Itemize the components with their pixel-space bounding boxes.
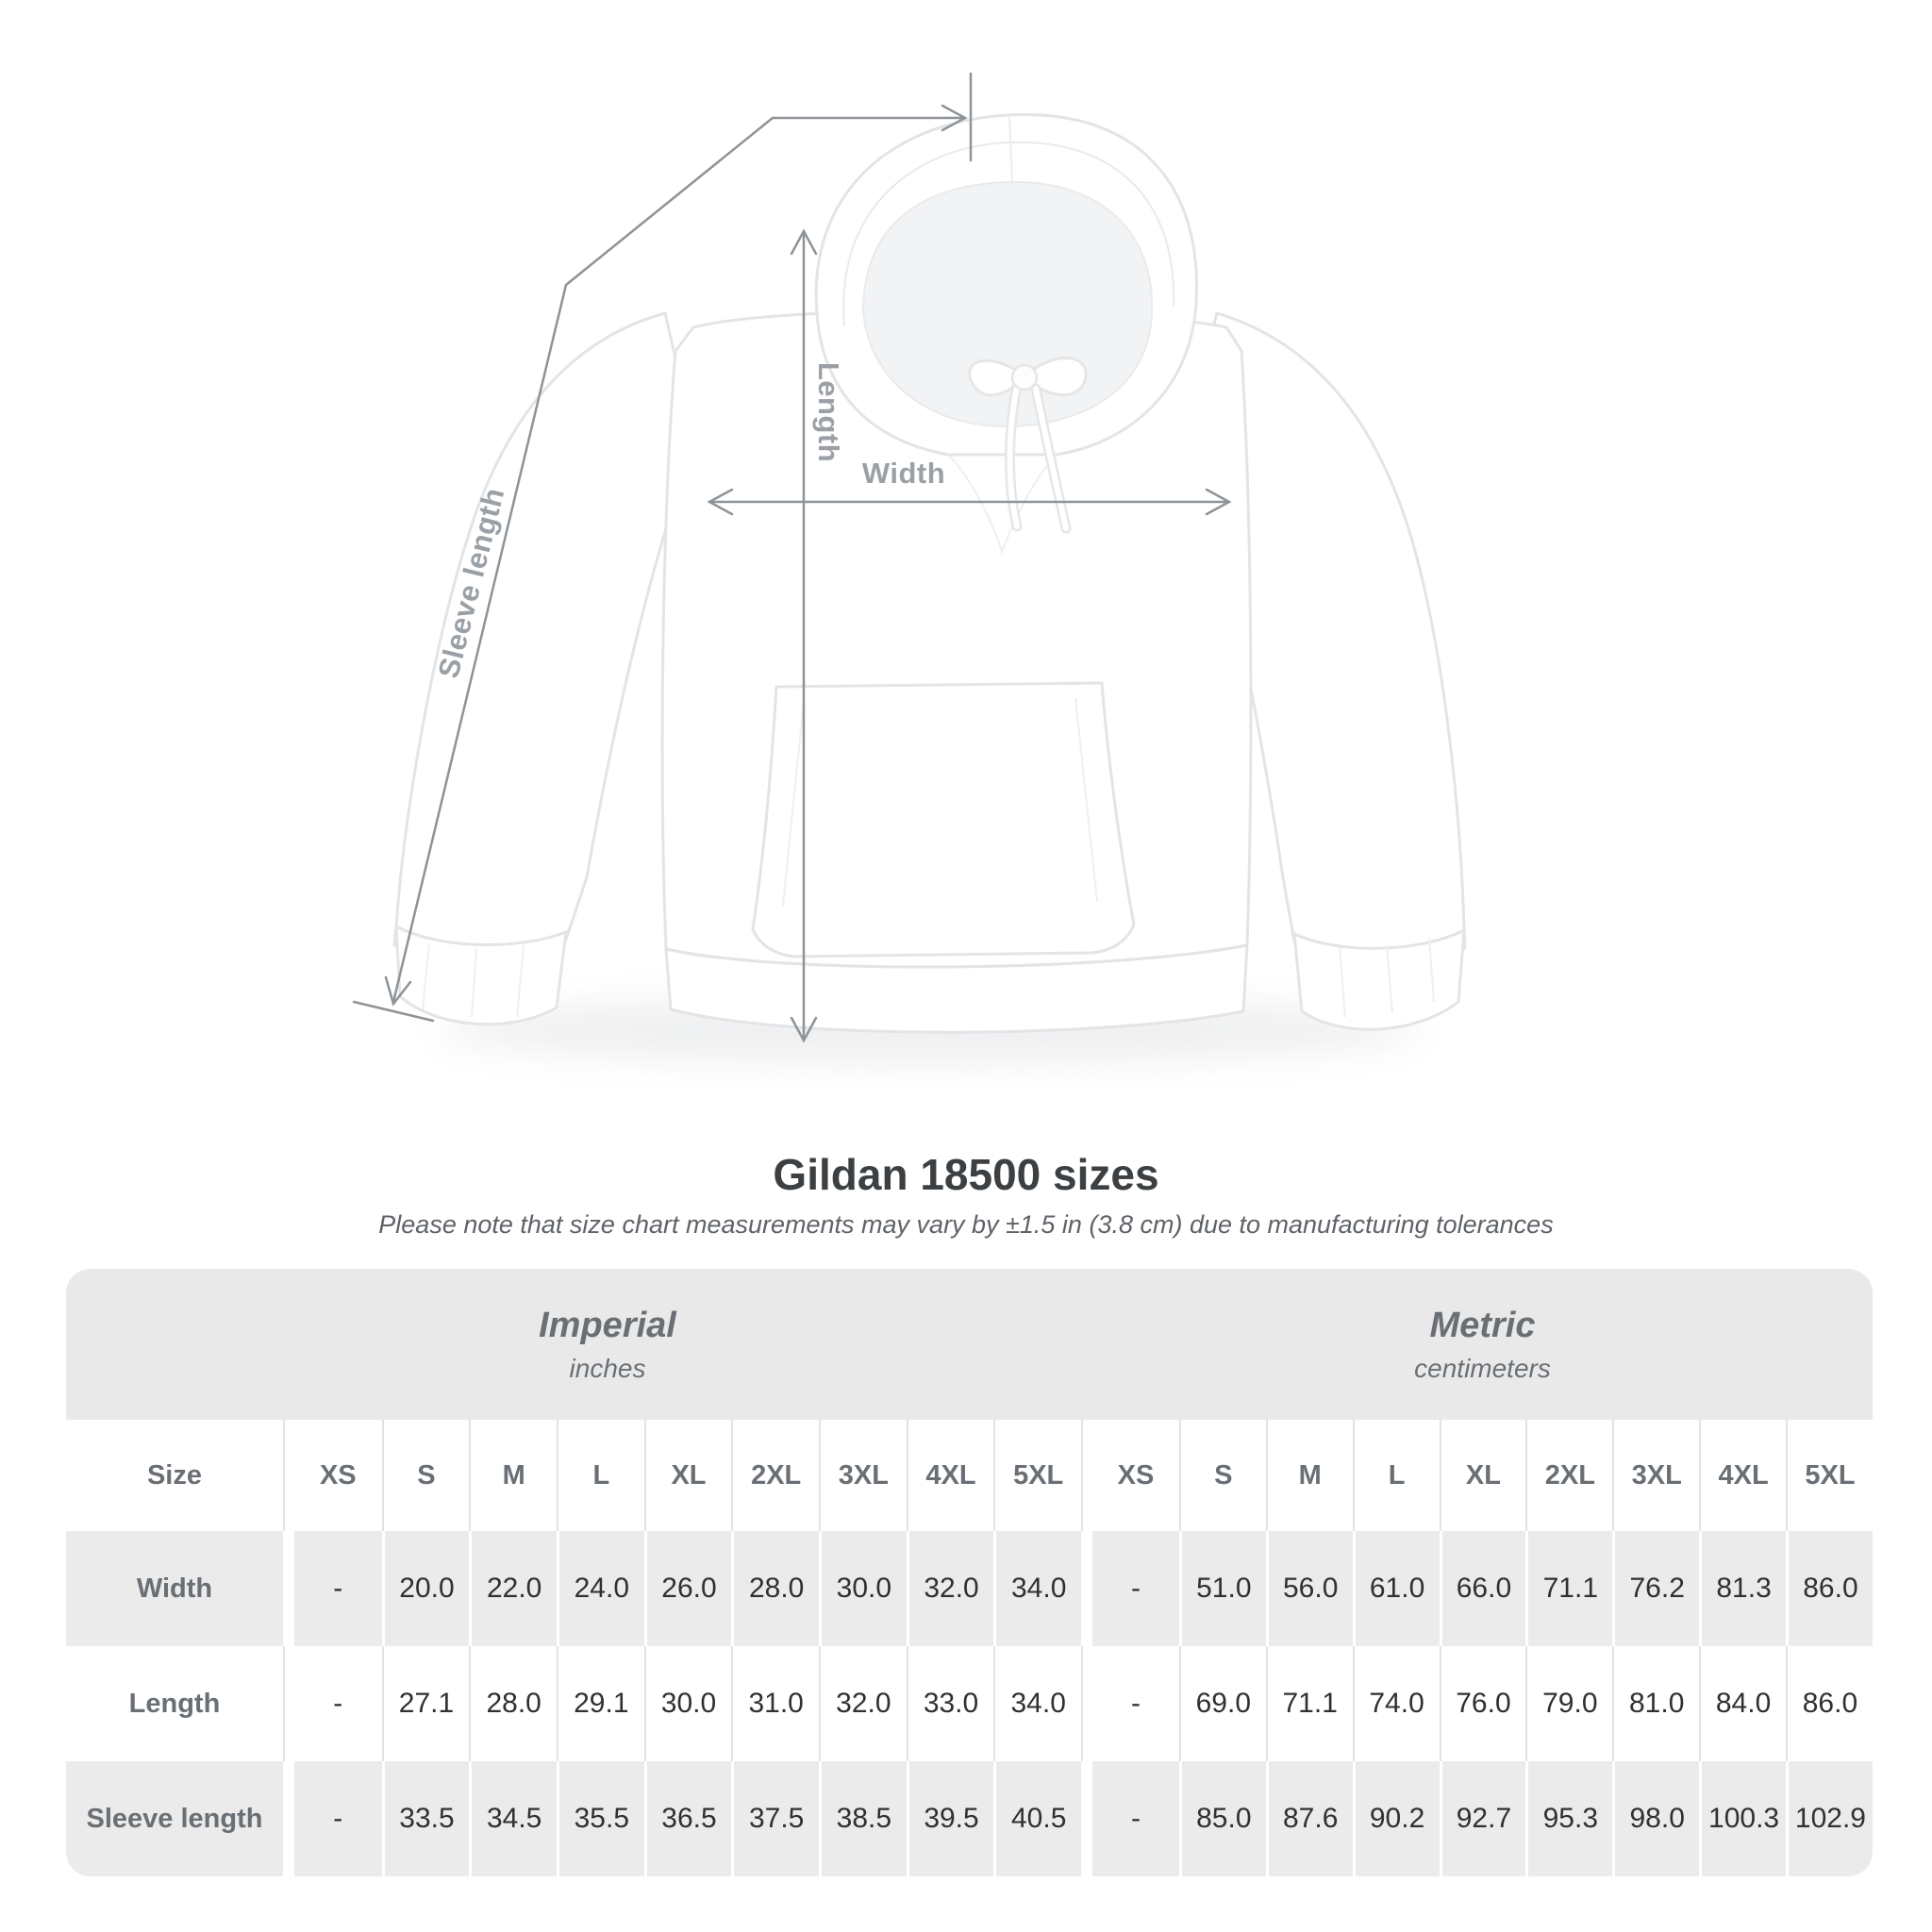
length-label: Length bbox=[812, 361, 845, 463]
value-cell: 22.0 bbox=[469, 1531, 557, 1646]
page-title: Gildan 18500 sizes bbox=[773, 1150, 1159, 1199]
value-cell: - bbox=[1092, 1531, 1179, 1646]
value-cell: - bbox=[294, 1531, 382, 1646]
size-header-cell: 5XL bbox=[993, 1420, 1081, 1531]
value-cell: 34.0 bbox=[993, 1531, 1081, 1646]
value-cell: 27.1 bbox=[382, 1646, 470, 1761]
value-cell: 29.1 bbox=[557, 1646, 644, 1761]
row-label-cell: Length bbox=[66, 1646, 283, 1761]
value-cell: 39.5 bbox=[907, 1761, 994, 1876]
table-header-band bbox=[66, 1269, 1873, 1420]
size-header-cell: 3XL bbox=[1612, 1420, 1699, 1531]
value-cell: - bbox=[294, 1646, 382, 1761]
value-cell: 95.3 bbox=[1525, 1761, 1612, 1876]
value-cell: 38.5 bbox=[819, 1761, 907, 1876]
value-cell: 102.9 bbox=[1786, 1761, 1873, 1876]
value-cell: 86.0 bbox=[1786, 1531, 1873, 1646]
row-label-cell: Sleeve length bbox=[66, 1761, 283, 1876]
value-cell: 35.5 bbox=[557, 1761, 644, 1876]
size-header-cell: S bbox=[382, 1420, 470, 1531]
size-header-cell: L bbox=[1353, 1420, 1440, 1531]
size-header-cell: 2XL bbox=[1525, 1420, 1612, 1531]
value-cell: 40.5 bbox=[993, 1761, 1081, 1876]
value-cell: 92.7 bbox=[1440, 1761, 1526, 1876]
sleeve-length-label: Sleeve length bbox=[431, 484, 511, 682]
section-divider bbox=[283, 1531, 294, 1646]
value-cell: 66.0 bbox=[1440, 1531, 1526, 1646]
value-cell: 34.0 bbox=[993, 1646, 1081, 1761]
size-header-cell: M bbox=[1266, 1420, 1353, 1531]
size-header-cell: 3XL bbox=[819, 1420, 907, 1531]
value-cell: - bbox=[1092, 1646, 1179, 1761]
value-cell: 56.0 bbox=[1266, 1531, 1353, 1646]
size-header-cell: M bbox=[469, 1420, 557, 1531]
size-header-cell: XS bbox=[1117, 1459, 1155, 1491]
value-cell: - bbox=[1092, 1761, 1179, 1876]
value-cell: 26.0 bbox=[644, 1531, 732, 1646]
width-label: Width bbox=[861, 457, 946, 490]
value-cell: 98.0 bbox=[1612, 1761, 1699, 1876]
metric-section-header bbox=[1092, 1269, 1873, 1420]
row-label-cell: Width bbox=[66, 1531, 283, 1646]
value-cell: 33.5 bbox=[382, 1761, 470, 1876]
value-cell: 86.0 bbox=[1786, 1646, 1873, 1761]
tolerance-note: Please note that size chart measurements may vary by ±1.5 in (3.8 cm) due to manufacturing tolerances bbox=[378, 1210, 1554, 1239]
table-row bbox=[66, 1761, 1873, 1876]
size-header-row bbox=[66, 1420, 1873, 1531]
section-divider bbox=[283, 1420, 294, 1531]
size-header-cell: XL bbox=[1440, 1420, 1526, 1531]
value-cell: 30.0 bbox=[819, 1531, 907, 1646]
value-cell: 33.0 bbox=[907, 1646, 994, 1761]
value-cell: 85.0 bbox=[1179, 1761, 1266, 1876]
value-cell: 32.0 bbox=[907, 1531, 994, 1646]
size-column-header: Size bbox=[146, 1459, 202, 1491]
value-cell: 28.0 bbox=[731, 1531, 819, 1646]
value-cell: 71.1 bbox=[1525, 1531, 1612, 1646]
section-divider bbox=[1081, 1761, 1092, 1876]
value-cell: 36.5 bbox=[644, 1761, 732, 1876]
imperial-title: Imperial bbox=[539, 1305, 676, 1345]
value-cell: 76.2 bbox=[1612, 1531, 1699, 1646]
value-cell: 100.3 bbox=[1699, 1761, 1786, 1876]
left-sleeve bbox=[394, 313, 695, 958]
value-cell: 31.0 bbox=[731, 1646, 819, 1761]
value-cell: 34.5 bbox=[469, 1761, 557, 1876]
value-cell: 32.0 bbox=[819, 1646, 907, 1761]
value-cell: - bbox=[294, 1761, 382, 1876]
metric-title: Metric bbox=[1429, 1305, 1536, 1345]
size-header-cell: XS bbox=[319, 1459, 357, 1491]
size-header-cell: L bbox=[557, 1420, 644, 1531]
size-header-cell: 5XL bbox=[1786, 1420, 1873, 1531]
metric-unit: centimeters bbox=[1414, 1353, 1551, 1383]
section-divider bbox=[283, 1761, 294, 1876]
value-cell: 30.0 bbox=[644, 1646, 732, 1761]
kangaroo-pocket bbox=[753, 683, 1134, 957]
value-cell: 84.0 bbox=[1699, 1646, 1786, 1761]
table-body bbox=[66, 1531, 1873, 1876]
section-divider bbox=[1081, 1531, 1092, 1646]
size-table bbox=[66, 1269, 1873, 1876]
size-header-cell: S bbox=[1179, 1420, 1266, 1531]
value-cell: 87.6 bbox=[1266, 1761, 1353, 1876]
imperial-section-header bbox=[66, 1269, 1149, 1420]
value-cell: 37.5 bbox=[731, 1761, 819, 1876]
size-header-cell: 4XL bbox=[907, 1420, 994, 1531]
size-header-cell: 4XL bbox=[1699, 1420, 1786, 1531]
value-cell: 71.1 bbox=[1266, 1646, 1353, 1761]
imperial-unit: inches bbox=[569, 1353, 646, 1383]
value-cell: 81.0 bbox=[1612, 1646, 1699, 1761]
size-header-cell: 2XL bbox=[731, 1420, 819, 1531]
value-cell: 90.2 bbox=[1353, 1761, 1440, 1876]
value-cell: 79.0 bbox=[1525, 1646, 1612, 1761]
value-cell: 20.0 bbox=[382, 1531, 470, 1646]
section-divider bbox=[283, 1646, 294, 1761]
value-cell: 28.0 bbox=[469, 1646, 557, 1761]
value-cell: 69.0 bbox=[1179, 1646, 1266, 1761]
value-cell: 61.0 bbox=[1353, 1531, 1440, 1646]
value-cell: 74.0 bbox=[1353, 1646, 1440, 1761]
section-divider bbox=[1081, 1646, 1092, 1761]
value-cell: 81.3 bbox=[1699, 1531, 1786, 1646]
size-header-cell: XL bbox=[644, 1420, 732, 1531]
value-cell: 51.0 bbox=[1179, 1531, 1266, 1646]
value-cell: 24.0 bbox=[557, 1531, 644, 1646]
section-divider bbox=[1081, 1420, 1092, 1531]
table-row bbox=[66, 1646, 1873, 1761]
value-cell: 76.0 bbox=[1440, 1646, 1526, 1761]
table-row bbox=[66, 1531, 1873, 1646]
